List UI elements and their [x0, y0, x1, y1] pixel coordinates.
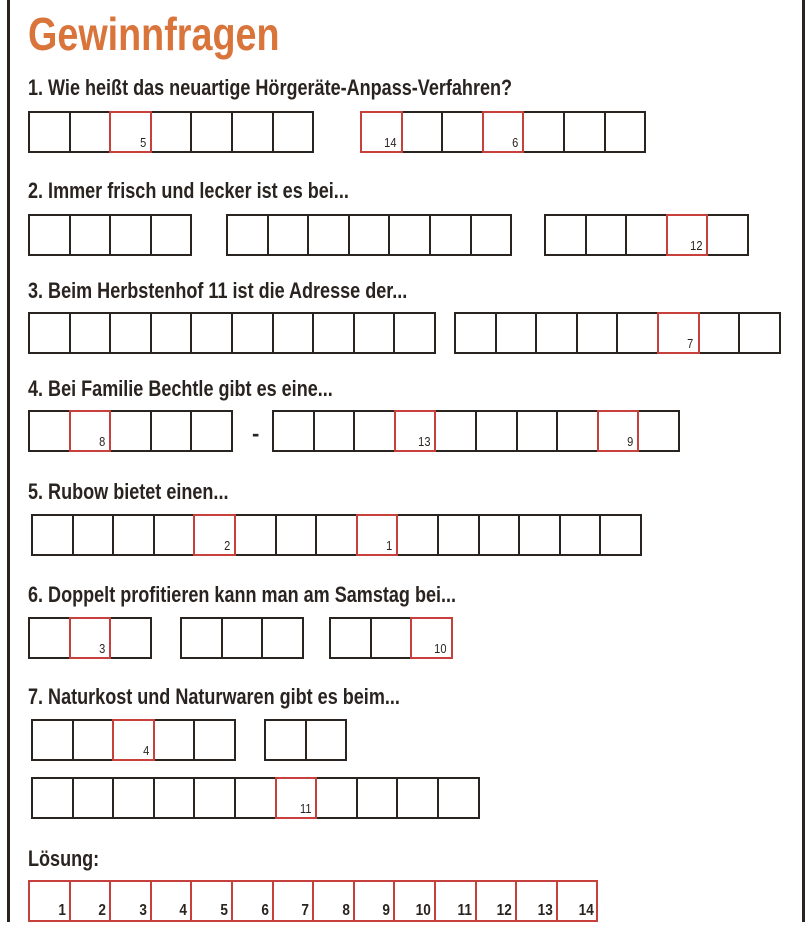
answer-cell-marked[interactable]	[482, 111, 525, 153]
solution-cell-number: 11	[457, 902, 472, 919]
question-3: 3. Beim Herbstenhof 11 ist die Adresse der...	[28, 278, 408, 303]
solution-cell[interactable]	[556, 880, 599, 922]
answer-group-4a	[28, 410, 233, 452]
answer-cell[interactable]	[153, 514, 196, 556]
answer-group-5	[31, 514, 642, 556]
answer-group-6a	[28, 617, 152, 659]
answer-cell-marked[interactable]	[109, 111, 152, 153]
solution-cell-number: 10	[415, 902, 431, 919]
solution-index-number: 11	[299, 801, 312, 816]
answer-cell[interactable]	[576, 312, 619, 354]
answer-group-4b	[272, 410, 680, 452]
answer-group-3b	[454, 312, 781, 354]
solution-cell-number: 9	[382, 902, 391, 919]
solution-index-number: 10	[434, 641, 447, 656]
answer-cell[interactable]	[563, 111, 606, 153]
answer-cell[interactable]	[28, 111, 71, 153]
answer-cell[interactable]	[437, 514, 480, 556]
answer-cell[interactable]	[307, 214, 350, 256]
solution-cell[interactable]	[515, 880, 558, 922]
answer-cell[interactable]	[522, 111, 565, 153]
answer-cell[interactable]	[31, 719, 74, 761]
answer-cell[interactable]	[604, 111, 647, 153]
answer-group-7a	[31, 719, 236, 761]
answer-cell[interactable]	[313, 410, 356, 452]
solution-label: Lösung:	[28, 846, 100, 871]
answer-cell[interactable]	[356, 777, 399, 819]
solution-cell[interactable]	[312, 880, 355, 922]
solution-index-number: 7	[687, 336, 694, 351]
answer-cell[interactable]	[190, 312, 233, 354]
answer-cell[interactable]	[112, 777, 155, 819]
answer-cell[interactable]	[28, 617, 71, 659]
solution-cell-number: 6	[260, 902, 269, 919]
answer-cell[interactable]	[556, 410, 599, 452]
answer-cell[interactable]	[348, 214, 391, 256]
answer-cell[interactable]	[153, 777, 196, 819]
answer-cell[interactable]	[193, 777, 236, 819]
answer-cell[interactable]	[275, 514, 318, 556]
answer-cell[interactable]	[231, 111, 274, 153]
answer-cell[interactable]	[234, 777, 277, 819]
answer-cell[interactable]	[272, 410, 315, 452]
answer-cell[interactable]	[396, 514, 439, 556]
answer-group-7b	[264, 719, 347, 761]
solution-index-number: 9	[627, 434, 634, 449]
answer-cell[interactable]	[706, 214, 749, 256]
answer-cell[interactable]	[234, 514, 277, 556]
answer-cell[interactable]	[698, 312, 741, 354]
answer-cell[interactable]	[495, 312, 538, 354]
answer-cell-marked[interactable]	[69, 410, 112, 452]
right-border-line	[802, 0, 805, 922]
answer-group-2a	[28, 214, 192, 256]
answer-group-2b	[226, 214, 512, 256]
solution-cell[interactable]	[475, 880, 518, 922]
answer-cell[interactable]	[109, 410, 152, 452]
answer-cell[interactable]	[353, 312, 396, 354]
solution-cell[interactable]	[69, 880, 112, 922]
answer-cell[interactable]	[393, 312, 436, 354]
answer-cell[interactable]	[28, 410, 71, 452]
left-border-line	[7, 0, 10, 922]
solution-group	[28, 880, 598, 922]
answer-cell[interactable]	[112, 514, 155, 556]
answer-cell[interactable]	[69, 214, 112, 256]
answer-cell[interactable]	[150, 410, 193, 452]
answer-cell[interactable]	[329, 617, 372, 659]
answer-cell[interactable]	[190, 410, 233, 452]
solution-cell-number: 14	[578, 902, 594, 919]
answer-cell[interactable]	[441, 111, 484, 153]
answer-cell[interactable]	[72, 777, 115, 819]
solution-cell[interactable]	[109, 880, 152, 922]
answer-cell[interactable]	[559, 514, 602, 556]
answer-cell[interactable]	[69, 111, 112, 153]
question-1: 1. Wie heißt das neuartige Hörgeräte-Anpass-Verfahren?	[28, 75, 513, 100]
answer-cell-marked[interactable]	[193, 514, 236, 556]
answer-cell-marked[interactable]	[356, 514, 399, 556]
answer-cell[interactable]	[231, 312, 274, 354]
answer-cell[interactable]	[315, 777, 358, 819]
solution-cell[interactable]	[434, 880, 477, 922]
answer-cell[interactable]	[72, 719, 115, 761]
answer-cell[interactable]	[625, 214, 668, 256]
answer-cell[interactable]	[312, 312, 355, 354]
question-6: 6. Doppelt profitieren kann man am Samstag bei...	[28, 582, 457, 607]
answer-cell[interactable]	[535, 312, 578, 354]
answer-cell[interactable]	[396, 777, 439, 819]
answer-cell[interactable]	[153, 719, 196, 761]
solution-cell[interactable]	[231, 880, 274, 922]
answer-cell[interactable]	[109, 312, 152, 354]
answer-group-7c	[31, 777, 480, 819]
solution-index-number: 12	[690, 238, 703, 253]
solution-cell-number: 4	[179, 902, 188, 919]
solution-index-number: 2	[223, 538, 230, 553]
answer-cell-marked[interactable]	[410, 617, 453, 659]
question-2: 2. Immer frisch und lecker ist es bei...	[28, 178, 349, 203]
answer-group-3a	[28, 312, 436, 354]
solution-cell[interactable]	[353, 880, 396, 922]
solution-index-number: 14	[384, 135, 397, 150]
answer-cell-marked[interactable]	[597, 410, 640, 452]
answer-group-6c	[329, 617, 453, 659]
answer-cell[interactable]	[599, 514, 642, 556]
answer-cell[interactable]	[637, 410, 680, 452]
answer-cell[interactable]	[470, 214, 513, 256]
answer-cell[interactable]	[475, 410, 518, 452]
solution-cell-number: 13	[537, 902, 553, 919]
solution-index-number: 5	[139, 135, 146, 150]
answer-cell[interactable]	[150, 111, 193, 153]
solution-index-number: 6	[512, 135, 519, 150]
answer-cell[interactable]	[261, 617, 304, 659]
solution-cell[interactable]	[190, 880, 233, 922]
question-5: 5. Rubow bietet einen...	[28, 479, 229, 504]
answer-cell-marked[interactable]	[360, 111, 403, 153]
solution-cell-number: 1	[58, 902, 66, 919]
answer-cell[interactable]	[738, 312, 781, 354]
answer-cell[interactable]	[193, 719, 236, 761]
solution-cell[interactable]	[150, 880, 193, 922]
answer-cell[interactable]	[388, 214, 431, 256]
solution-cell-number: 12	[496, 902, 513, 919]
answer-cell[interactable]	[478, 514, 521, 556]
answer-cell[interactable]	[437, 777, 480, 819]
answer-cell[interactable]	[267, 214, 310, 256]
solution-cell-number: 3	[139, 902, 147, 919]
solution-index-number: 8	[99, 434, 106, 449]
answer-cell[interactable]	[180, 617, 223, 659]
answer-group-6b	[180, 617, 304, 659]
answer-cell[interactable]	[150, 214, 193, 256]
solution-cell[interactable]	[272, 880, 315, 922]
hyphen-separator: -	[252, 421, 260, 446]
answer-cell[interactable]	[434, 410, 477, 452]
answer-cell[interactable]	[272, 312, 315, 354]
answer-group-1b	[360, 111, 646, 153]
question-4: 4. Bei Familie Bechtle gibt es eine...	[28, 376, 333, 401]
solution-cell[interactable]	[28, 880, 71, 922]
answer-cell[interactable]	[31, 777, 74, 819]
answer-group-1a	[28, 111, 314, 153]
solution-cell-number: 5	[220, 902, 228, 919]
answer-cell[interactable]	[31, 514, 74, 556]
answer-cell[interactable]	[221, 617, 264, 659]
answer-cell[interactable]	[429, 214, 472, 256]
answer-cell-marked[interactable]	[394, 410, 437, 452]
answer-cell[interactable]	[616, 312, 659, 354]
page-title: Gewinnfragen	[28, 8, 280, 60]
answer-cell-marked[interactable]	[657, 312, 700, 354]
answer-cell[interactable]	[72, 514, 115, 556]
answer-cell[interactable]	[109, 214, 152, 256]
question-7: 7. Naturkost und Naturwaren gibt es beim...	[28, 684, 400, 709]
solution-cell[interactable]	[393, 880, 436, 922]
solution-index-number: 3	[99, 641, 106, 656]
solution-index-number: 13	[418, 434, 431, 449]
solution-cell-number: 7	[301, 902, 310, 919]
answer-cell[interactable]	[353, 410, 396, 452]
answer-cell-marked[interactable]	[666, 214, 709, 256]
solution-cell-number: 8	[342, 902, 350, 919]
answer-group-2c	[544, 214, 749, 256]
answer-cell-marked[interactable]	[275, 777, 318, 819]
answer-cell[interactable]	[315, 514, 358, 556]
answer-cell[interactable]	[401, 111, 444, 153]
answer-cell[interactable]	[28, 214, 71, 256]
answer-cell[interactable]	[150, 312, 193, 354]
answer-cell[interactable]	[226, 214, 269, 256]
answer-cell[interactable]	[264, 719, 307, 761]
solution-cell-number: 2	[98, 902, 107, 919]
answer-cell-marked[interactable]	[112, 719, 155, 761]
answer-cell[interactable]	[190, 111, 233, 153]
answer-cell-marked[interactable]	[69, 617, 112, 659]
answer-cell[interactable]	[516, 410, 559, 452]
answer-cell[interactable]	[585, 214, 628, 256]
solution-index-number: 1	[386, 538, 393, 553]
solution-index-number: 4	[142, 743, 149, 758]
answer-cell[interactable]	[305, 719, 348, 761]
answer-cell[interactable]	[272, 111, 315, 153]
answer-cell[interactable]	[544, 214, 587, 256]
answer-cell[interactable]	[454, 312, 497, 354]
answer-cell[interactable]	[69, 312, 112, 354]
answer-cell[interactable]	[370, 617, 413, 659]
answer-cell[interactable]	[109, 617, 152, 659]
answer-cell[interactable]	[518, 514, 561, 556]
answer-cell[interactable]	[28, 312, 71, 354]
